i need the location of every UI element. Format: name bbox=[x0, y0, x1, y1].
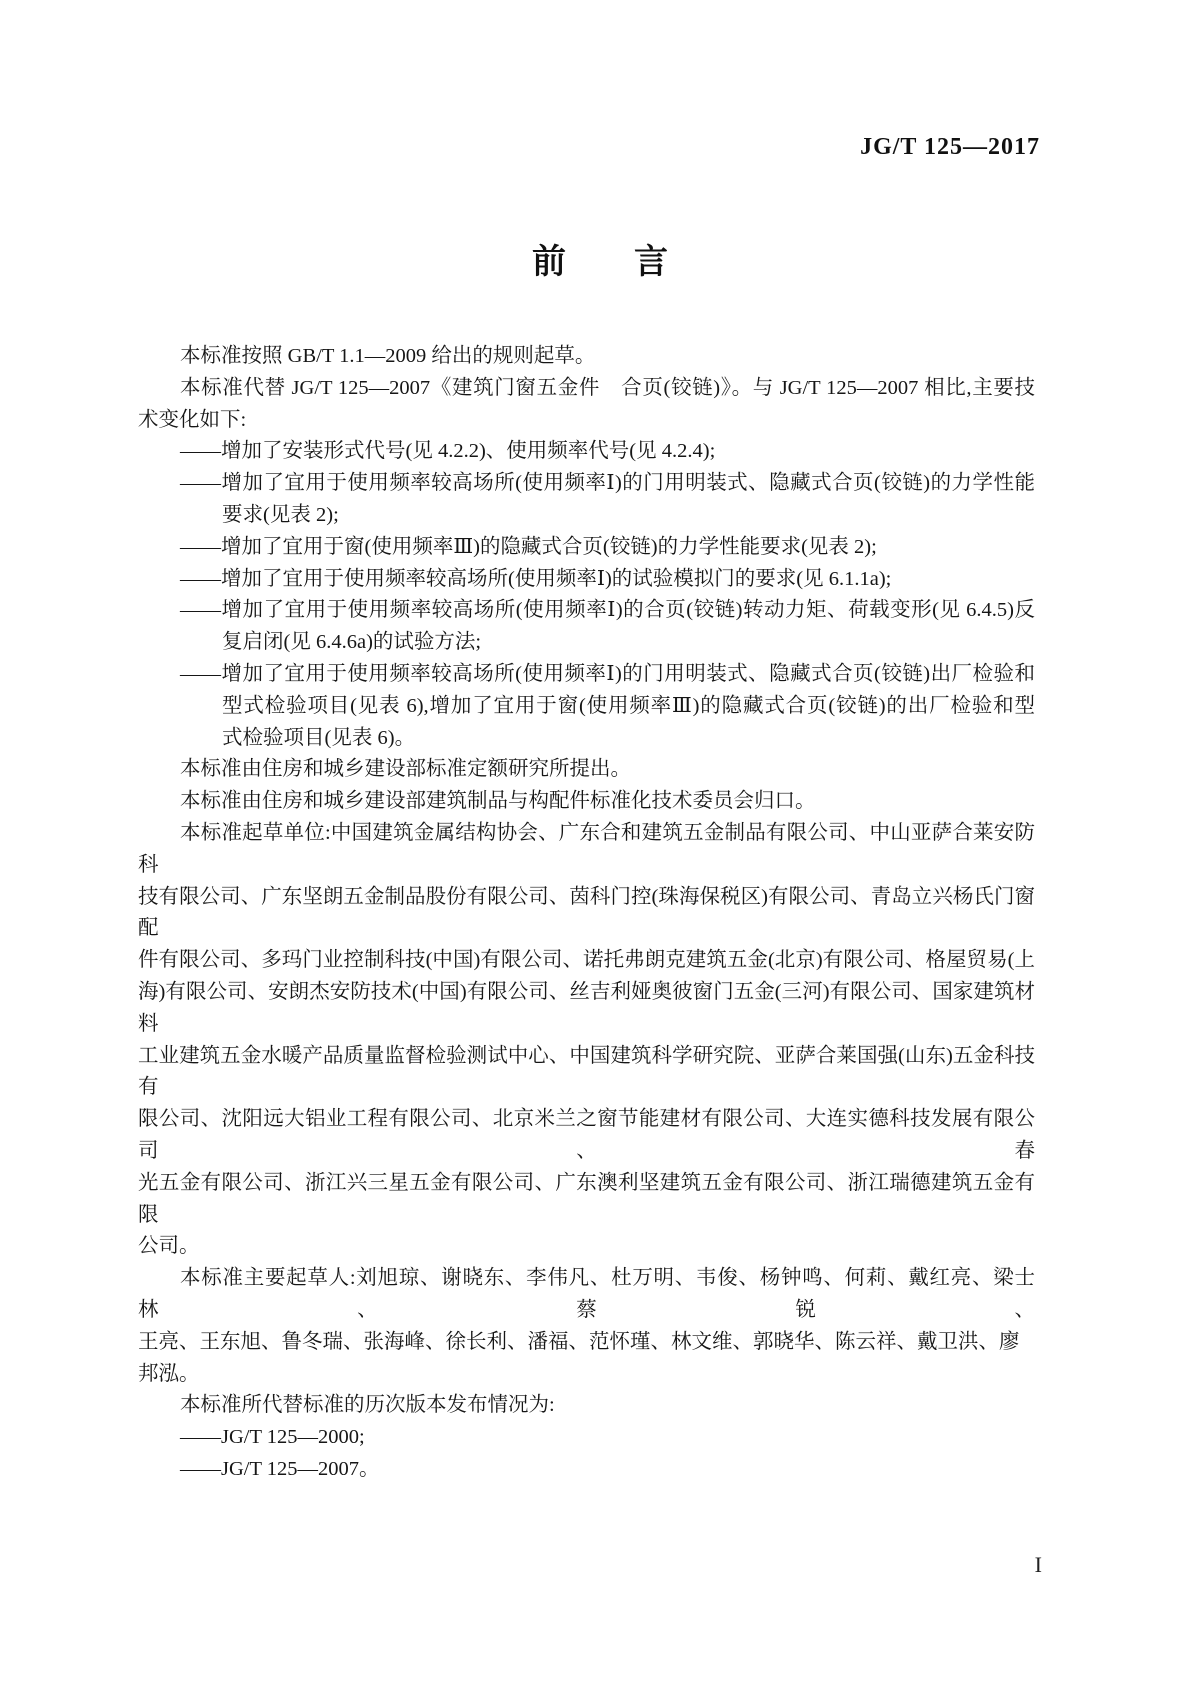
foreword-line: 王亮、王东旭、鲁冬瑞、张海峰、徐长利、潘福、范怀瑾、林文维、郭晓华、陈云祥、戴卫洪、廖邦泓。 bbox=[138, 1330, 1020, 1385]
foreword-line: 型式检验项目(见表 6),增加了宜用于窗(使用频率Ⅲ)的隐藏式合页(铰链)的出厂检验和型 bbox=[222, 694, 1035, 717]
foreword-line: ——增加了宜用于使用频率较高场所(使用频率Ⅰ)的门用明装式、隐藏式合页(铰链)出厂检验和 bbox=[180, 662, 1035, 685]
foreword-line: 本标准按照 GB/T 1.1—2009 给出的规则起草。 bbox=[180, 345, 596, 367]
foreword-line: 要求(见表 2); bbox=[222, 503, 339, 526]
foreword-line: 限公司、沈阳远大铝业工程有限公司、北京米兰之窗节能建材有限公司、大连实德科技发展有限公司、春 bbox=[138, 1108, 1035, 1162]
foreword-line: 本标准所代替标准的历次版本发布情况为: bbox=[180, 1394, 555, 1417]
foreword-line: ——增加了宜用于使用频率较高场所(使用频率Ⅰ)的门用明装式、隐藏式合页(铰链)的力学性能 bbox=[180, 472, 1035, 495]
foreword-line: 本标准主要起草人:刘旭琼、谢晓东、李伟凡、杜万明、韦俊、杨钟鸣、何莉、戴红亮、梁士林、蔡锐、 bbox=[138, 1267, 1035, 1321]
foreword-line: 本标准由住房和城乡建设部标准定额研究所提出。 bbox=[180, 758, 632, 781]
foreword-line: 海)有限公司、安朗杰安防技术(中国)有限公司、丝吉利娅奥彼窗门五金(三河)有限公司、国家建筑材料 bbox=[138, 980, 1035, 1035]
page-number: I bbox=[1034, 1552, 1042, 1577]
foreword-line: ——JG/T 125—2000; bbox=[180, 1426, 365, 1449]
page-title: 前 言 bbox=[532, 242, 668, 282]
foreword-line: 工业建筑五金水暖产品质量监督检验测试中心、中国建筑科学研究院、亚萨合莱国强(山东)五金科技有 bbox=[138, 1044, 1035, 1099]
foreword-line: ——增加了宜用于使用频率较高场所(使用频率Ⅰ)的合页(铰链)转动力矩、荷载变形(见 6.4.5)反 bbox=[180, 599, 1035, 622]
foreword-line: ——增加了宜用于使用频率较高场所(使用频率Ⅰ)的试验模拟门的要求(见 6.1.1a); bbox=[180, 567, 892, 590]
standard-code: JG/T 125—2017 bbox=[860, 134, 1040, 160]
foreword-body bbox=[138, 341, 1035, 1486]
foreword-line: 件有限公司、多玛门业控制科技(中国)有限公司、诺托弗朗克建筑五金(北京)有限公司、格屋贸易(上 bbox=[138, 949, 1035, 972]
foreword-line: 公司。 bbox=[138, 1235, 200, 1258]
foreword-line: 本标准起草单位:中国建筑金属结构协会、广东合和建筑五金制品有限公司、中山亚萨合莱安防科 bbox=[138, 821, 1035, 876]
foreword-line: ——JG/T 125—2007。 bbox=[180, 1457, 380, 1480]
foreword-line: 光五金有限公司、浙江兴三星五金有限公司、广东澳利坚建筑五金有限公司、浙江瑞德建筑五金有限 bbox=[138, 1171, 1035, 1226]
foreword-line: 术变化如下: bbox=[138, 408, 247, 431]
foreword-line: 复启闭(见 6.4.6a)的试验方法; bbox=[222, 631, 482, 654]
foreword-line: 本标准代替 JG/T 125—2007《建筑门窗五金件 合页(铰链)》。与 JG/T 125—2007 相比,主要技 bbox=[180, 376, 1035, 399]
foreword-line: 技有限公司、广东坚朗五金制品股份有限公司、茵科门控(珠海保税区)有限公司、青岛立兴杨氏门窗配 bbox=[138, 885, 1035, 940]
foreword-line: ——增加了安装形式代号(见 4.2.2)、使用频率代号(见 4.2.4); bbox=[180, 440, 716, 463]
foreword-line: ——增加了宜用于窗(使用频率Ⅲ)的隐藏式合页(铰链)的力学性能要求(见表 2); bbox=[180, 535, 877, 558]
foreword-line: 式检验项目(见表 6)。 bbox=[222, 726, 416, 749]
foreword-line: 本标准由住房和城乡建设部建筑制品与构配件标准化技术委员会归口。 bbox=[180, 790, 816, 813]
